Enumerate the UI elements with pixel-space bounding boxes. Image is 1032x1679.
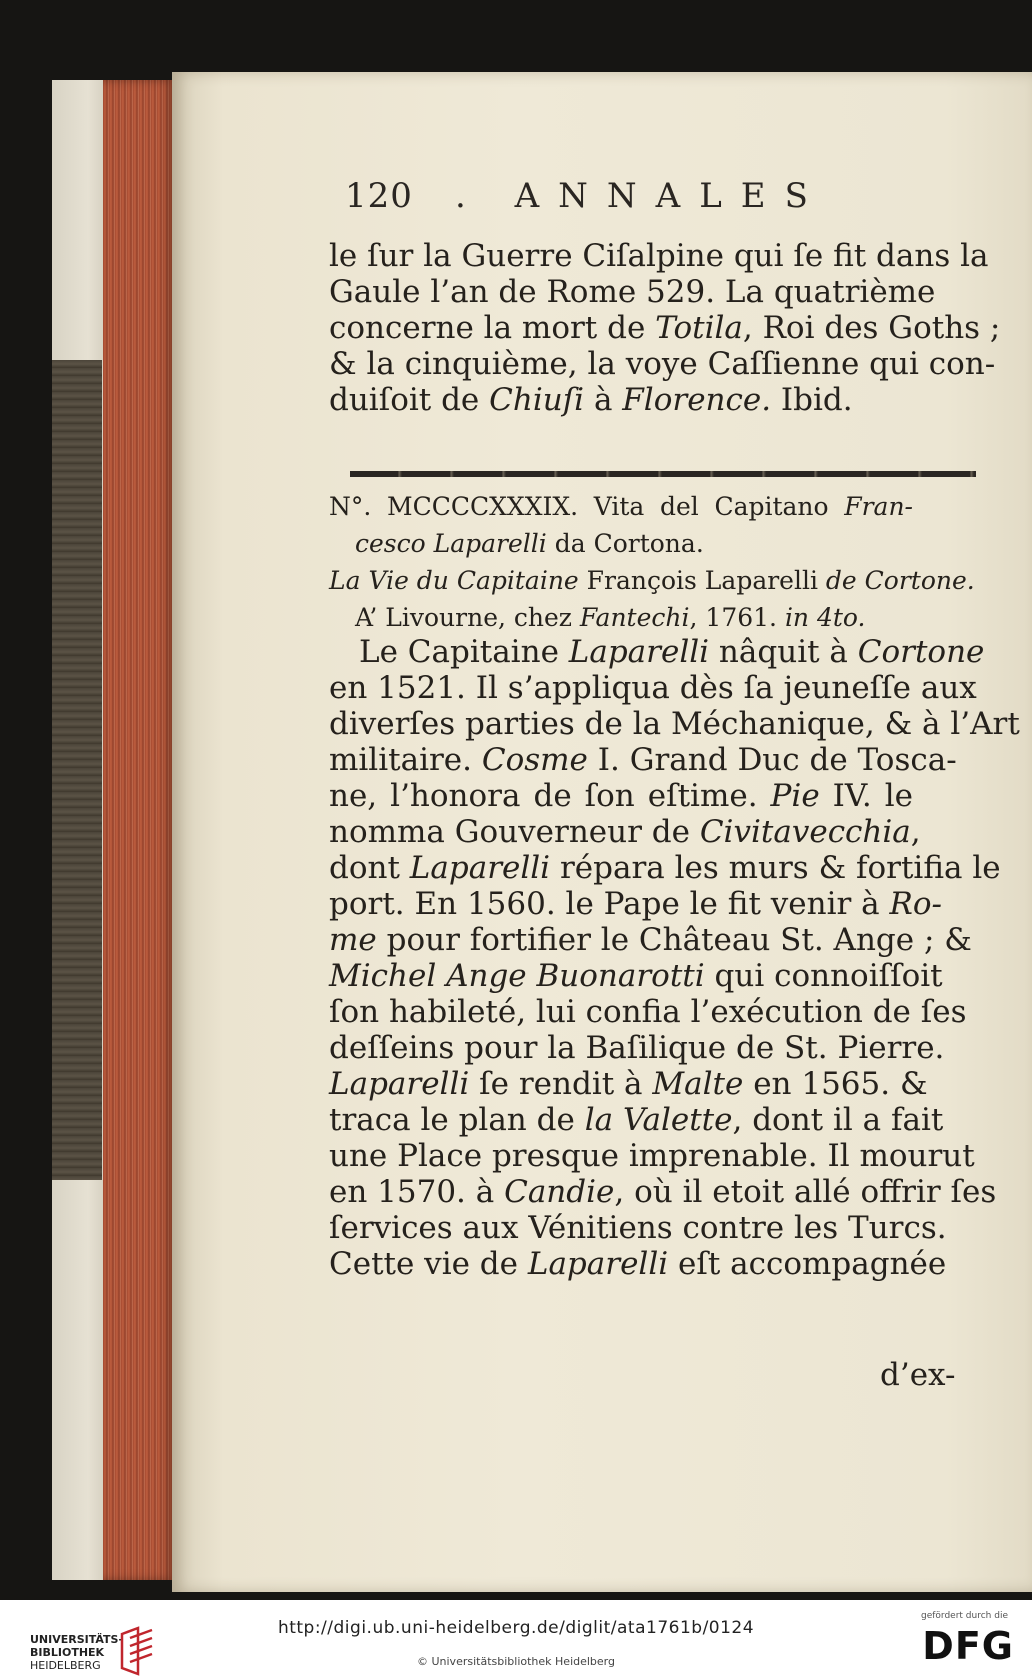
- italic-run: cesco Laparelli: [355, 529, 547, 558]
- text-run: diverſes parties de la Méchanique, & à l’Art: [329, 706, 1020, 742]
- text-run: traca le plan de: [329, 1102, 585, 1138]
- library-name-line3: HEIDELBERG: [30, 1659, 101, 1672]
- text-line: [329, 921, 972, 959]
- text-run: Ibid.: [771, 382, 853, 418]
- text-run: I. Grand Duc de Tosca-: [587, 742, 957, 778]
- text-run: une Place presque imprenable. Il mourut: [329, 1138, 975, 1174]
- text-run: duiſoit de: [329, 382, 490, 418]
- text-run: deſſeins pour la Baſilique de St. Pierre.: [329, 1030, 945, 1066]
- text-line: [329, 849, 1001, 887]
- text-line: [329, 237, 989, 275]
- text-run: N°. MCCCCXXXIX. Vita del Capitano: [329, 492, 845, 521]
- text-line: [329, 777, 913, 815]
- text-run: da Cortona.: [546, 529, 704, 558]
- italic-run: Michel Ange Buonarotti: [329, 958, 705, 994]
- book-spine-strip: [52, 360, 102, 1180]
- entry-line: [355, 599, 913, 636]
- italic-run: Laparelli: [409, 850, 551, 886]
- copyright-notice: © Universitätsbibliothek Heidelberg: [416, 1655, 615, 1668]
- page-number: 120: [345, 176, 413, 216]
- library-name-line2: BIBLIOTHEK: [30, 1646, 105, 1659]
- text-run: en 1565. &: [743, 1066, 928, 1102]
- running-head: . ANNALES: [455, 176, 827, 216]
- text-line: [329, 885, 942, 923]
- text-run: François Laparelli: [578, 566, 826, 595]
- italic-run: Candie: [504, 1174, 615, 1210]
- dfg-logo[interactable]: DFG: [922, 1624, 1014, 1668]
- text-line: [329, 1029, 945, 1067]
- entry-line: [329, 488, 913, 525]
- library-name-line1: UNIVERSITÄTS-: [30, 1633, 124, 1646]
- text-run: à: [584, 382, 623, 418]
- italic-run: La Vie du Capitaine: [329, 566, 579, 595]
- text-line: [329, 1065, 928, 1103]
- text-run: nomma Gouverneur de: [329, 814, 700, 850]
- text-run: eſt accompagnée: [668, 1246, 947, 1282]
- italic-run: Chiuſi: [489, 382, 585, 418]
- italic-run: de Cortone.: [825, 566, 975, 595]
- text-run: répara les murs & fortifia le: [550, 850, 1001, 886]
- entry-line: [329, 562, 975, 599]
- text-run: Cette vie de: [329, 1246, 528, 1282]
- text-run: le ſur la Guerre Ciſalpine qui ſe fit dans la: [329, 238, 989, 274]
- text-line: [359, 633, 985, 671]
- italic-run: Cortone: [857, 634, 985, 670]
- text-run: , 1761.: [689, 603, 785, 632]
- text-run: , Roi des Goths ;: [742, 310, 1001, 346]
- text-run: dont: [329, 850, 410, 886]
- text-run: Le Capitaine: [359, 634, 569, 670]
- italic-run: Totila: [655, 310, 743, 346]
- text-line: [329, 741, 957, 779]
- italic-run: la Valette: [584, 1102, 733, 1138]
- text-run: nâquit à: [709, 634, 858, 670]
- text-line: [329, 993, 967, 1031]
- page-header: [345, 176, 1025, 224]
- text-line: [329, 1101, 944, 1139]
- text-line: [329, 1209, 947, 1247]
- italic-run: Cosme: [481, 742, 588, 778]
- italic-run: me: [329, 922, 377, 958]
- text-line: [329, 381, 913, 419]
- text-run: ne, l’honora de ſon eſtime.: [329, 778, 771, 814]
- text-run: Gaule l’an de Rome 529. La quatrième: [329, 274, 936, 310]
- entry-line: [355, 525, 913, 562]
- italic-run: Laparelli: [527, 1246, 669, 1282]
- italic-run: Florence.: [622, 382, 772, 418]
- italic-run: Laparelli: [329, 1066, 470, 1102]
- text-run: en 1521. Il s’appliqua dès ſa jeuneſſe aux: [329, 670, 977, 706]
- text-line: [329, 273, 936, 311]
- text-line: [329, 1245, 947, 1283]
- italic-run: Ro-: [889, 886, 942, 922]
- text-run: & la cinquième, la voye Caſſienne qui con-: [329, 346, 996, 382]
- text-run: ſervices aux Vénitiens contre les Turcs.: [329, 1210, 947, 1246]
- italic-run: Malte: [652, 1066, 744, 1102]
- text-run: A’ Livourne, chez: [355, 603, 580, 632]
- italic-run: in 4to.: [784, 603, 866, 632]
- funding-label: gefördert durch die: [921, 1611, 1008, 1621]
- text-run: IV. le: [819, 778, 913, 814]
- italic-run: Laparelli: [568, 634, 710, 670]
- text-run: ,: [910, 814, 921, 850]
- text-run: ſon habileté, lui confia l’exécution de ſes: [329, 994, 967, 1030]
- italic-run: Pie: [770, 778, 820, 814]
- italic-run: Civitavecchia: [699, 814, 911, 850]
- italic-run: Fantechi: [579, 603, 690, 632]
- text-run: militaire.: [329, 742, 482, 778]
- text-run: pour fortifier le Château St. Ange ; &: [376, 922, 972, 958]
- text-line: [329, 345, 996, 383]
- text-line: [329, 669, 977, 707]
- text-run: , dont il a fait: [732, 1102, 944, 1138]
- text-line: [329, 1137, 975, 1175]
- text-line: [329, 705, 1020, 743]
- catchword: d’ex-: [880, 1357, 956, 1393]
- italic-run: Fran-: [844, 492, 913, 521]
- text-run: concerne la mort de: [329, 310, 656, 346]
- viewer-footer: [0, 1600, 1032, 1679]
- page-edges: [103, 80, 175, 1580]
- text-run: qui connoiſſoit: [704, 958, 943, 994]
- section-rule: [350, 471, 976, 477]
- text-run: ſe rendit à: [469, 1066, 653, 1102]
- text-line: [329, 813, 921, 851]
- text-line: [329, 1173, 997, 1211]
- text-run: , où il etoit allé offrir ſes: [614, 1174, 997, 1210]
- text-line: [329, 309, 1001, 347]
- text-line: [329, 957, 943, 995]
- text-run: en 1570. à: [329, 1174, 505, 1210]
- text-run: port. En 1560. le Pape le fit venir à: [329, 886, 890, 922]
- permalink-url[interactable]: http://digi.ub.uni-heidelberg.de/diglit/ata1761b/0124: [277, 1618, 755, 1638]
